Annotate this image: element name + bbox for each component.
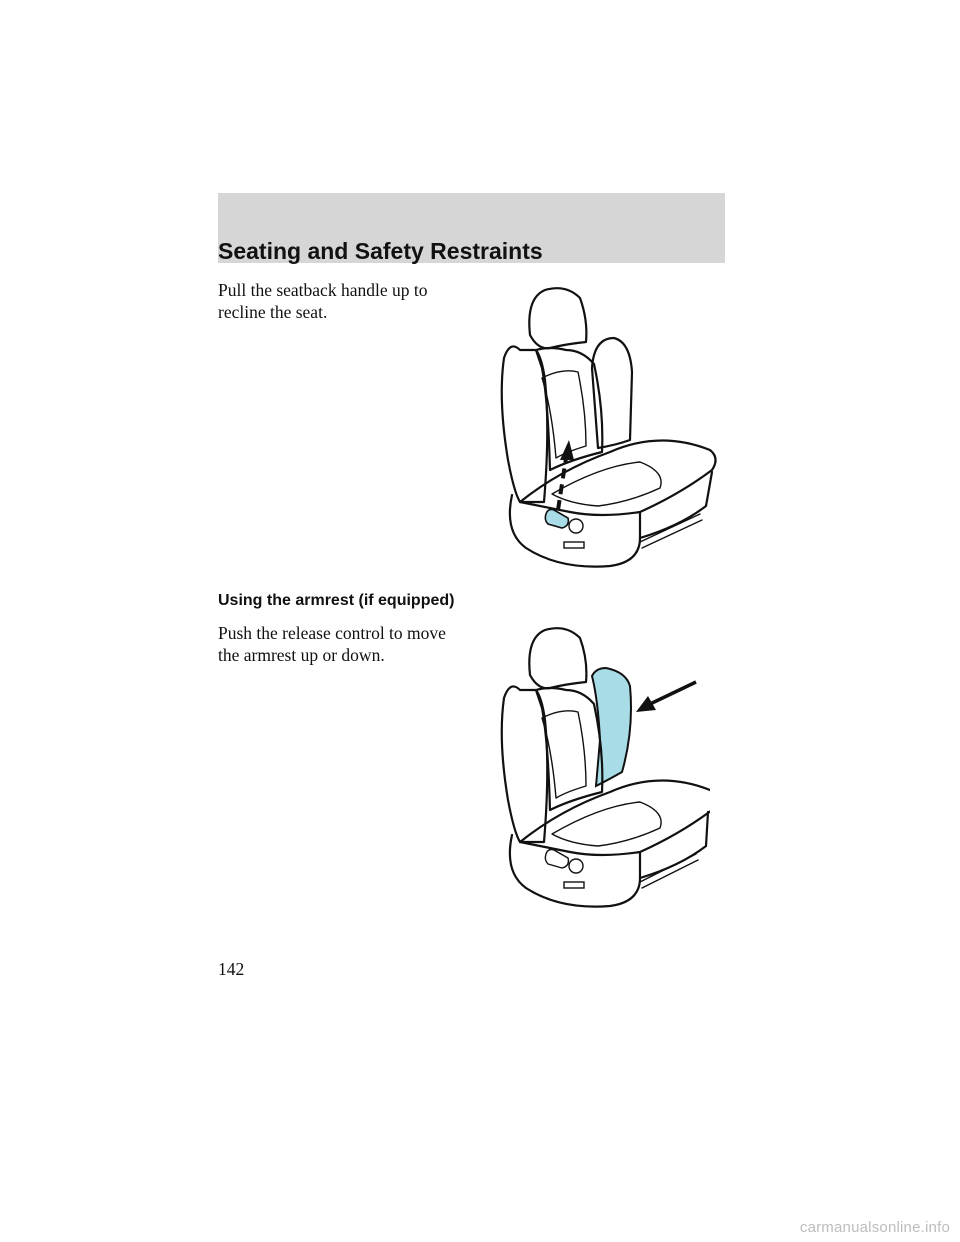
recline-instruction: Pull the seatback handle up to recline the seat. [218, 280, 428, 322]
section-title: Seating and Safety Restraints [218, 238, 543, 264]
armrest-heading: Using the armrest (if equipped) [218, 592, 455, 609]
seat-armrest-illustration [490, 620, 710, 915]
page-number: 142 [218, 959, 245, 979]
watermark: carmanualsonline.info [799, 1219, 950, 1236]
armrest-instruction: Push the release control to move the armrest up or down. [218, 623, 446, 665]
seat-recline-illustration [490, 280, 730, 575]
